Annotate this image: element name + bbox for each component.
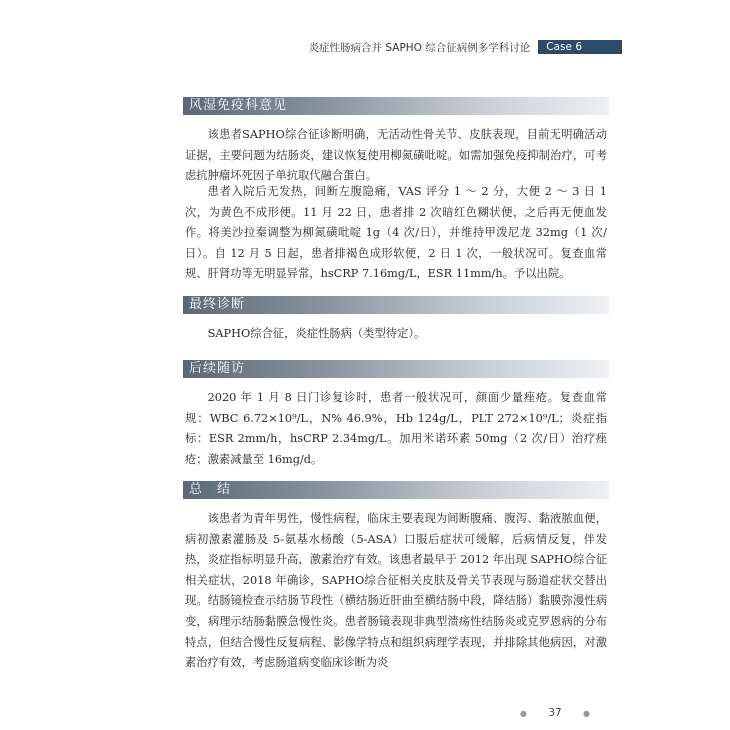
case-label: Case 6 xyxy=(538,40,622,54)
running-header xyxy=(300,40,622,54)
final-diagnosis-paragraph: SAPHO综合征，炎症性肠病（类型待定）。 xyxy=(207,327,426,340)
summary-paragraph: 该患者为青年男性，慢性病程，临床主要表现为间断腹痛、腹泻、黏液脓血便，病初激素灌肠及 5-氨基水杨酸（5-ASA）口服后症状可缓解，后病情反复，伴发热，炎症指标明显升高，激素治疗有效。该患者最早于 2012 年出现 SAPHO综合征相关症状，2018 年确诊，SAPHO综合征相关皮肤及骨关节表现与肠道症状交替出现。结肠镜检查示结肠节段性（横结肠近肝曲至横结肠中段，降结肠）黏膜弥漫性病变，病理示结肠黏膜急慢性炎。患者肠镜表现非典型溃疡性结肠炎或克罗恩病的分布特点，但结合慢性反复病程、影像学特点和组织病理学表现，并排除其他病因，对激素治疗有效，考虑肠道病变临床诊断为炎 xyxy=(185,512,607,670)
hospital-course-paragraph: 患者入院后无发热，间断左腹隐痛，VAS 评分 1 ～ 2 分，大便 2 ～ 3 日 1 次，为黄色不成形便。11 月 22 日，患者排 2 次暗红色糊状便，之后再无便血发作。将美沙拉秦调整为柳氮磺吡啶 1g（4 次/日），并维持甲泼尼龙 32mg（1 次/日）。自 12 月 5 日起，患者排褐色成形软便，2 日 1 次，一般状况可。复查血常规、肝肾功等无明显异常，hsCRP 7.16mg/L，ESR 11mm/h。予以出院。 xyxy=(185,185,607,281)
page-number: 37 xyxy=(548,707,562,719)
rheumatology-opinion-paragraph: 该患者SAPHO综合征诊断明确，无活动性骨关节、皮肤表现，目前无明确活动证据，主要问题为结肠炎，建议恢复使用柳氮磺吡啶。如需加强免疫抑制治疗，可考虑抗肿瘤坏死因子单抗取代融合蛋白。 xyxy=(185,128,607,183)
section-heading-rheumatology: 风湿免疫科意见 xyxy=(183,97,609,115)
footer-dot-left: ● xyxy=(520,708,527,718)
section-heading-follow-up: 后续随访 xyxy=(183,360,609,378)
section-heading-final-diagnosis: 最终诊断 xyxy=(183,296,609,314)
section-heading-summary: 总 结 xyxy=(183,481,609,499)
running-header-title: 炎症性肠病合并 SAPHO 综合征病例多学科讨论 xyxy=(308,41,531,54)
follow-up-paragraph: 2020 年 1 月 8 日门诊复诊时，患者一般状况可，颜面少量痤疮。复查血常规：WBC 6.72×10⁹/L，N% 46.9%，Hb 124g/L，PLT 272×10⁹/L；炎症指标：ESR 2mm/h，hsCRP 2.34mg/L。加用米诺环素 50mg（2 次/日）治疗痤疮；激素减量至 16mg/d。 xyxy=(185,391,607,466)
footer-dot-right: ● xyxy=(583,708,590,718)
page-footer xyxy=(520,706,590,720)
